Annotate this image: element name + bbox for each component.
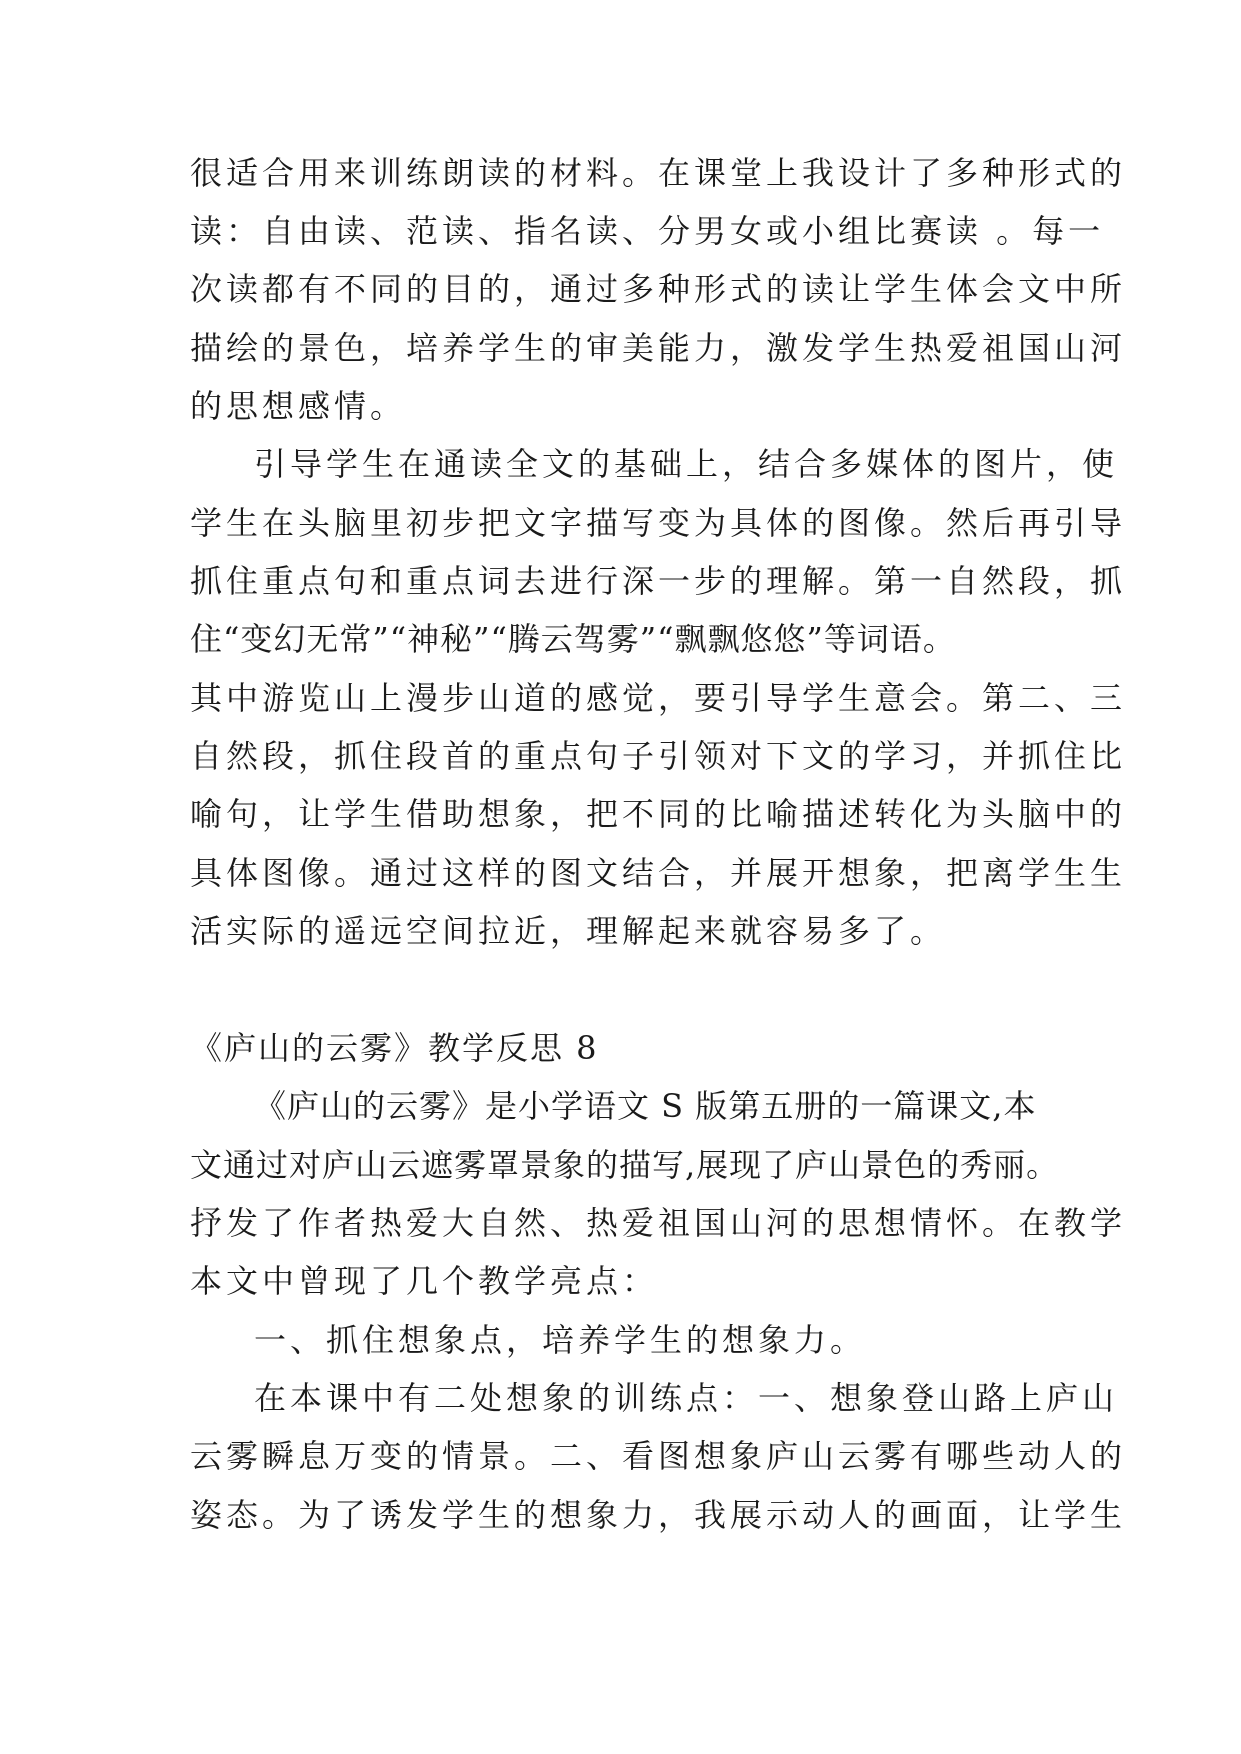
paragraph-line: 次读都有不同的目的，通过多种形式的读让学生体会文中所 xyxy=(190,270,1127,308)
paragraph-line: 喻句，让学生借助想象，把不同的比喻描述转化为头脑中的 xyxy=(190,795,1127,833)
paragraph-line: 抒发了作者热爱大自然、热爱祖国山河的思想情怀。在教学 xyxy=(190,1204,1127,1242)
paragraph-line: 其中游览山上漫步山道的感觉，要引导学生意会。第二、三 xyxy=(190,679,1127,717)
paragraph-line: 学生在头脑里初步把文字描写变为具体的图像。然后再引导 xyxy=(190,504,1127,542)
paragraph-line: 引导学生在通读全文的基础上，结合多媒体的图片，使 xyxy=(254,445,1119,483)
paragraph-line: 云雾瞬息万变的情景。二、看图想象庐山云雾有哪些动人的 xyxy=(190,1437,1127,1475)
paragraph-line: 具体图像。通过这样的图文结合，并展开想象，把离学生生 xyxy=(190,854,1127,892)
paragraph-line: 抓住重点句和重点词去进行深一步的理解。第一自然段，抓 xyxy=(190,562,1127,600)
paragraph-line: 很适合用来训练朗读的材料。在课堂上我设计了多种形式的 xyxy=(190,154,1127,192)
paragraph-line: 活实际的遥远空间拉近，理解起来就容易多了。 xyxy=(190,912,947,950)
paragraph-line: 文通过对庐山云遮雾罩景象的描写,展现了庐山景色的秀丽。 xyxy=(190,1146,1060,1184)
paragraph-line: 读：自由读、范读、指名读、分男女或小组比赛读 。每一 xyxy=(190,212,1105,250)
paragraph-line: 本文中曾现了几个教学亮点： xyxy=(190,1262,659,1300)
paragraph-line: 在本课中有二处想象的训练点：一、想象登山路上庐山 xyxy=(254,1379,1119,1417)
paragraph-line: 住“变幻无常”“神秘”“腾云驾雾”“飘飘悠悠”等词语。 xyxy=(190,620,956,658)
paragraph-line: 的思想感情。 xyxy=(190,387,407,425)
paragraph-line: 姿态。为了诱发学生的想象力，我展示动人的画面，让学生 xyxy=(190,1496,1127,1534)
paragraph-line: 《庐山的云雾》是小学语文 S 版第五册的一篇课文,本 xyxy=(254,1087,1037,1125)
paragraph-line: 描绘的景色，培养学生的审美能力，激发学生热爱祖国山河 xyxy=(190,329,1127,367)
section-heading: 《庐山的云雾》教学反思 8 xyxy=(190,1029,599,1067)
paragraph-line: 自然段，抓住段首的重点句子引领对下文的学习，并抓住比 xyxy=(190,737,1127,775)
point-heading: 一、抓住想象点，培养学生的想象力。 xyxy=(254,1321,867,1359)
